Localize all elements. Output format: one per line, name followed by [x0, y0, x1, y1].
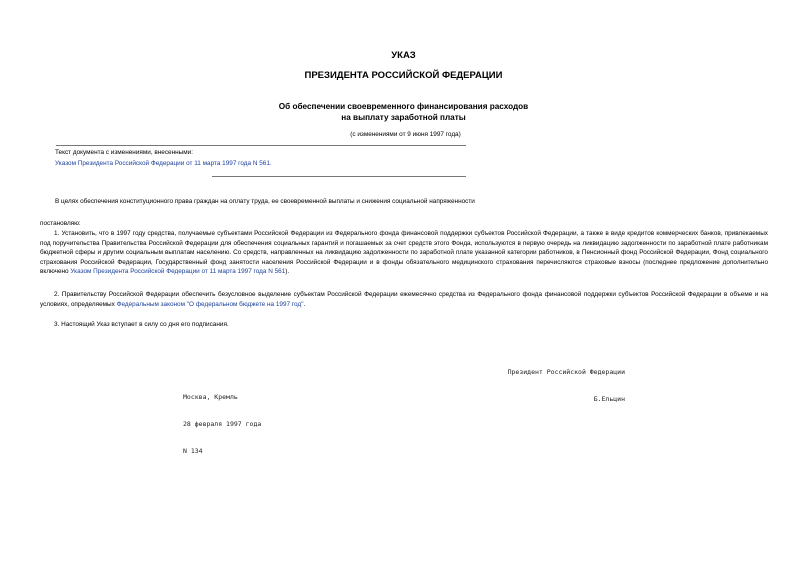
paragraph-3	[40, 320, 768, 330]
divider-bottom	[212, 176, 466, 177]
issuer-heading: ПРЕЗИДЕНТА РОССИЙСКОЙ ФЕДЕРАЦИИ	[304, 70, 503, 81]
document-title	[0, 101, 807, 123]
paragraph-1-link[interactable]: Указом Президента Российской Федерации от 11 марта 1997 года N 561	[70, 268, 286, 275]
paragraph-3-text: 3. Настоящий Указ вступает в силу со дня его подписания.	[54, 321, 229, 328]
signing-place: Москва, Кремль	[183, 393, 238, 401]
decree-word: постановляю:	[40, 220, 81, 227]
place-date-block	[183, 375, 261, 474]
signature-title: Президент Российской Федерации	[507, 368, 625, 376]
document-title-line-2: на выплату заработной платы	[341, 113, 466, 122]
signing-date: 28 февраля 1997 года	[183, 420, 262, 428]
amendments-label: Текст документа с изменениями, внесенными:	[55, 149, 193, 156]
signature-name: Б.Ельцин	[593, 395, 625, 403]
paragraph-1	[40, 229, 768, 277]
signature-block	[500, 350, 625, 422]
divider-top	[56, 145, 466, 146]
paragraph-2-text: 2. Правительству Российской Федерации обеспечить безусловное выделение субъектам Российской Федерации ежемесячно средства из Федерального фонда финансовой поддержки субъектов Российской Федерации в объеме и на условиях, определяемых	[40, 291, 768, 308]
document-title-line-1: Об обеспечении своевременного финансирования расходов	[278, 102, 529, 111]
decree-number: N 134	[183, 447, 203, 455]
amendment-note-text: (с изменениями от 9 июня 1997 года)	[350, 131, 461, 138]
amendment-note	[0, 131, 807, 138]
paragraph-2	[40, 290, 768, 309]
decree-heading: УКАЗ	[391, 50, 416, 61]
paragraph-2-tail: .	[303, 300, 306, 308]
paragraph-2-link[interactable]: Федеральным законом "О федеральном бюджете на 1997 год"	[116, 300, 304, 308]
preamble-text: В целях обеспечения конституционного права граждан на оплату труда, ее своевременной выплаты и снижения социальной напряженности	[55, 198, 475, 205]
paragraph-1-tail: ).	[285, 268, 290, 275]
paragraph-1-text: 1. Установить, что в 1997 году средства, получаемые субъектами Российской Федерации из Федерального фонда финансовой поддержки субъектов Российской Федерации, а также в виде кредитов коммерческих банков, привлекаемых под поручительства Правительства Российской Федерации для обеспечения социальных гарантий и погашаемых за счет средств этого Фонда, используются в первую очередь на ликвидацию задолженности по заработной плате работникам бюджетной сферы и другим социальным выплатам населению. Со средств, направленных на ликвидацию задолженности по заработной плате указанной категории работников, в Пенсионный фонд Российской Федерации, Фонд социального страхования Российской Федерации, Государственный фонд занятости населения Российской Федерации и в фонды обязательного медицинского страхования перечисляются страховые взносы (последнее предложение дополнительно включено	[40, 230, 768, 275]
amendment-link[interactable]: Указом Президента Российской Федерации от 11 марта 1997 года N 561.	[55, 160, 272, 167]
